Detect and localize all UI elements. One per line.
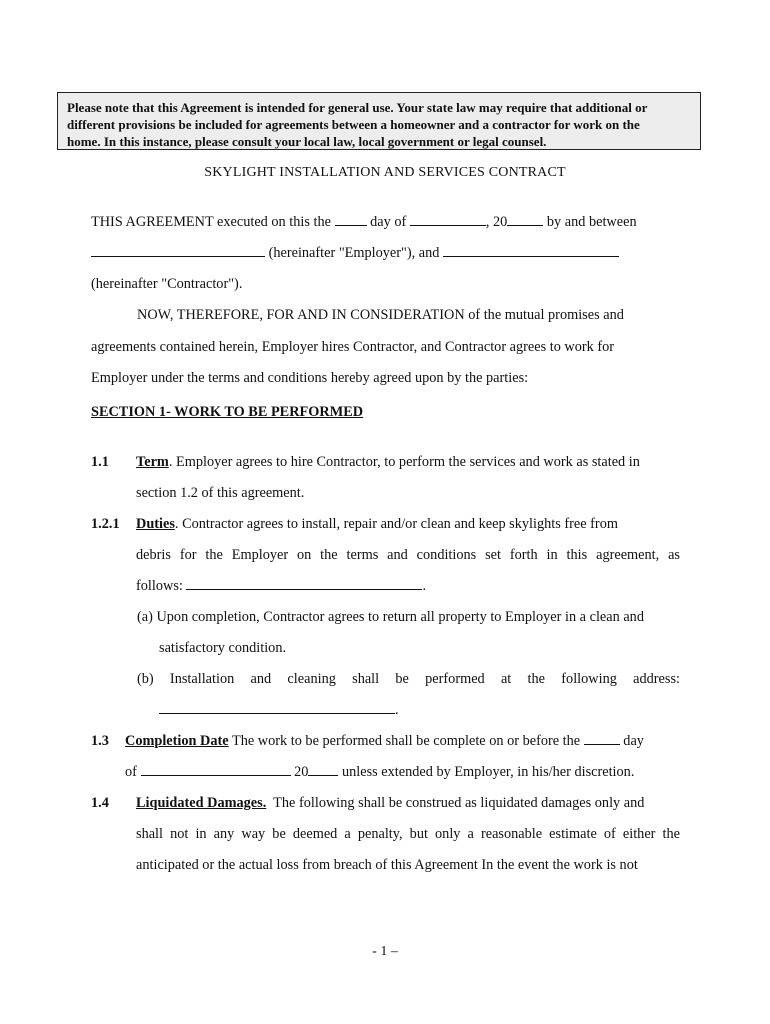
page-number: - 1 – [372, 944, 398, 959]
intro-line-1 [91, 214, 637, 231]
clause-number: 1.3 [91, 733, 109, 749]
year-blank[interactable] [507, 214, 543, 226]
clause-text: 20 [294, 764, 309, 780]
clause-text: . Employer agrees to hire Contractor, to perform the services and work as stated in [168, 454, 640, 470]
recital-line: Employer under the terms and conditions hereby agreed upon by the parties: [91, 370, 529, 386]
contractor-name-blank[interactable] [443, 245, 619, 257]
clause-text: . [422, 578, 427, 594]
completion-month-blank[interactable] [141, 764, 291, 776]
notice-line: Please note that this Agreement is intended for general use. Your state law may require that additional or [67, 100, 648, 115]
day-blank[interactable] [335, 214, 367, 226]
clause-text: shall not in any way be deemed a penalty, but only a reasonable estimate of either the [136, 826, 680, 842]
intro-text: (hereinafter "Contractor"). [91, 276, 243, 292]
completion-day-blank[interactable] [584, 733, 620, 745]
clause-text: The following shall be construed as liquidated damages only and [273, 795, 645, 811]
clause-text: (b) Installation and cleaning shall be performed at the following address: [137, 671, 680, 687]
clause-1-3-line-1 [125, 733, 644, 750]
clause-number: 1.4 [91, 795, 109, 811]
clause-1-2-1-address-line [159, 702, 399, 719]
clause-1-2-1-line-1 [136, 516, 680, 533]
intro-text: by and between [546, 214, 637, 230]
month-blank[interactable] [410, 214, 486, 226]
clause-text: day [623, 733, 644, 749]
employer-name-blank[interactable] [91, 245, 265, 257]
notice-line: home. In this instance, please consult your local law, local government or legal counsel. [67, 134, 547, 149]
clause-text: follows: [136, 578, 183, 594]
clause-text: The work to be performed shall be complete on or before the [231, 733, 581, 749]
intro-text: , 20 [485, 214, 508, 230]
notice-line: different provisions be included for agreements between a homeowner and a contractor for work on the [67, 117, 640, 132]
clause-number: 1.1 [91, 454, 109, 470]
clause-1-2-1-line-3 [136, 578, 426, 595]
clause-label: Completion Date [125, 733, 229, 749]
clause-text: section 1.2 of this agreement. [136, 485, 305, 501]
recital-line: NOW, THEREFORE, FOR AND IN CONSIDERATION of the mutual promises and [137, 307, 624, 323]
intro-text: THIS AGREEMENT executed on this the [91, 214, 331, 230]
intro-text: (hereinafter "Employer"), and [268, 245, 440, 261]
clause-label: Duties [136, 516, 175, 532]
recital-line: agreements contained herein, Employer hires Contractor, and Contractor agrees to work for [91, 339, 615, 355]
clause-1-1-line-1 [136, 454, 640, 471]
clause-text: (a) Upon completion, Contractor agrees to return all property to Employer in a clean and [137, 609, 644, 625]
disclaimer-notice-box [57, 92, 701, 150]
clause-text: of [125, 764, 137, 780]
clause-1-3-line-2 [125, 764, 634, 781]
clause-number: 1.2.1 [91, 516, 120, 532]
document-title: SKYLIGHT INSTALLATION AND SERVICES CONTRACT [204, 165, 566, 180]
clause-text: satisfactory condition. [159, 640, 287, 656]
intro-text: day of [370, 214, 407, 230]
clause-text: anticipated or the actual loss from breach of this Agreement In the event the work is not [136, 857, 638, 873]
duties-blank[interactable] [186, 578, 422, 590]
clause-text: unless extended by Employer, in his/her discretion. [341, 764, 635, 780]
section-1-heading: SECTION 1- WORK TO BE PERFORMED [91, 404, 364, 420]
clause-label: Term [136, 454, 169, 470]
completion-year-blank[interactable] [308, 764, 338, 776]
clause-text: . Contractor agrees to install, repair and/or clean and keep skylights free from [174, 516, 618, 532]
address-blank[interactable] [159, 702, 395, 714]
clause-text: debris for the Employer on the terms and conditions set forth in this agreement, as [136, 547, 680, 563]
clause-text: . [395, 702, 399, 718]
intro-line-2 [91, 245, 619, 262]
clause-1-4-line-1 [136, 795, 644, 812]
clause-label: Liquidated Damages. [136, 795, 267, 811]
